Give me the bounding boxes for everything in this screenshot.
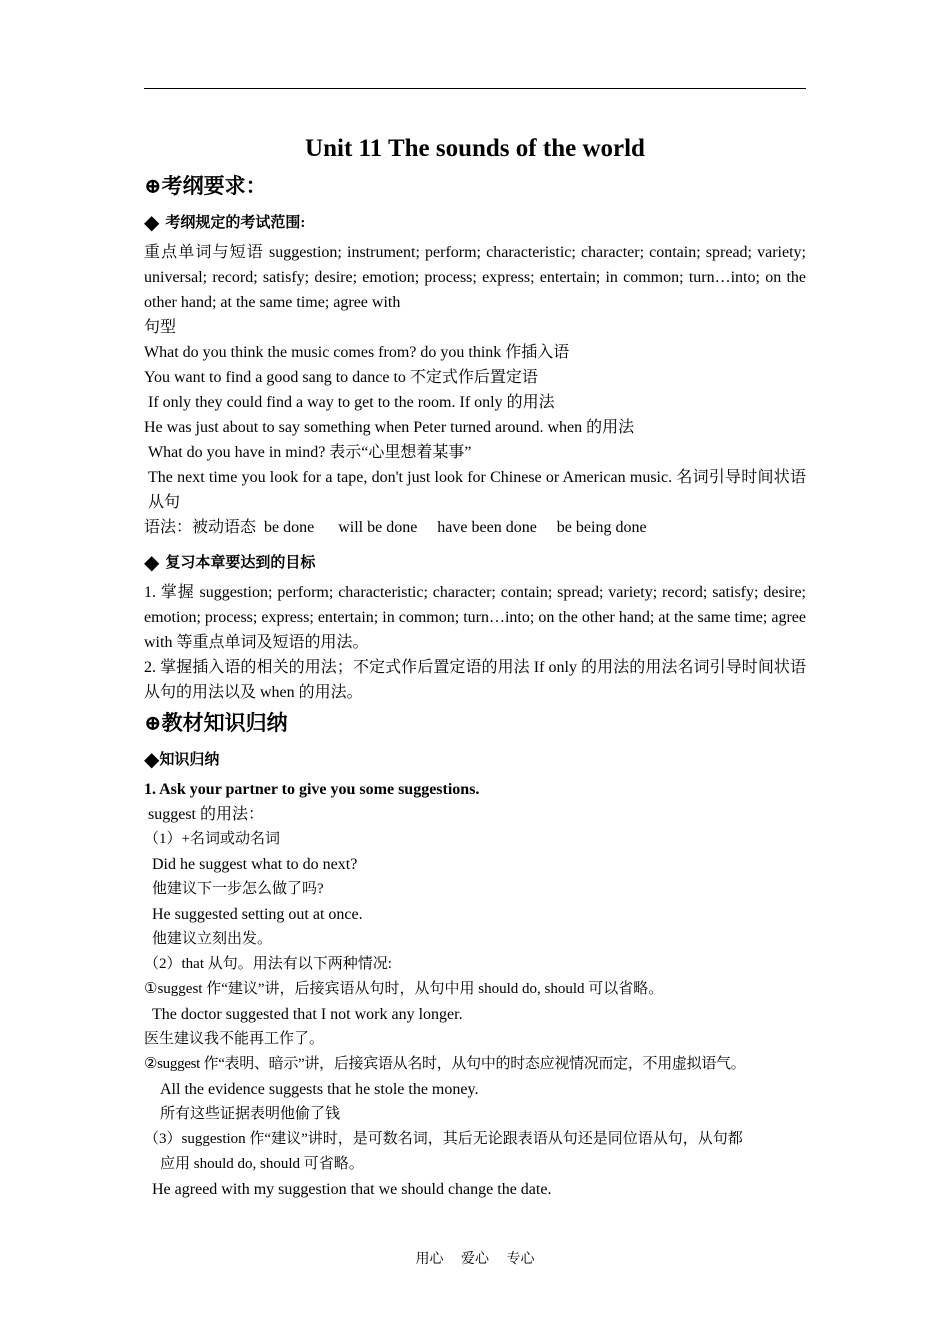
- pattern-line: What do you have in mind? 表示“心里想着某事”: [148, 444, 472, 461]
- translation-line: 所有这些证据表明他偷了钱: [160, 1106, 341, 1122]
- note-line: （1）+名词或动名词: [144, 831, 280, 847]
- note-line: （3）suggestion 作“建议”讲时，是可数名词，其后无论跟表语从句还是同位语从句，从句都: [144, 1131, 743, 1147]
- point-title: 1. Ask your partner to give you some suggestions.: [144, 781, 480, 798]
- page-footer: 用心 爱心 专心: [415, 1252, 535, 1267]
- subsection-heading-summary: [144, 749, 806, 771]
- subsection-heading-text: 复习本章要达到的目标: [165, 555, 316, 571]
- diamond-bullet-icon: ◆: [144, 749, 160, 771]
- vocab-paragraph: 重点单词与短语 suggestion; instrument; perform; characteristic; character; contain; spread; variety; universal; record; satisfy; desire; emotion; process; express; entertain; in common; turn…into; on the other hand; at the same time; agree with: [144, 244, 806, 311]
- example-line: The doctor suggested that I not work any longer.: [152, 1006, 463, 1023]
- goal-item: 1. 掌握 suggestion; perform; characteristic; character; contain; spread; variety; record; satisfy; desire; emotion; process; express; entertain; in common; turn…into; on the other hand; at the same time; agree with 等重点单词及短语的用法。: [144, 584, 806, 651]
- example-line: He agreed with my suggestion that we should change the date.: [152, 1181, 552, 1198]
- diamond-bullet-icon: ◆: [144, 552, 160, 574]
- section-heading-requirements: ⊕考纲要求：: [144, 174, 267, 198]
- subsection-heading-text: 知识归纳: [159, 752, 220, 768]
- diamond-bullet-icon: ◆: [144, 212, 160, 234]
- translation-line: 医生建议我不能再工作了。: [144, 1031, 325, 1047]
- goal-item: 2. 掌握插入语的相关的用法；不定式作后置定语的用法 If only 的用法的用法名词引导时间状语从句的用法以及 when 的用法。: [144, 659, 806, 701]
- section-heading-knowledge: ⊕教材知识归纳: [144, 711, 288, 735]
- pattern-line: If only they could find a way to get to the room. If only 的用法: [148, 394, 555, 411]
- subsection-heading-goals: [144, 552, 806, 574]
- note-line: ①suggest 作“建议”讲，后接宾语从句时，从句中用 should do, should 可以省略。: [144, 981, 664, 997]
- note-line: 应用 should do, should 可省略。: [160, 1156, 364, 1172]
- document-body: [144, 130, 806, 1202]
- pattern-line: He was just about to say something when Peter turned around. when 的用法: [144, 419, 635, 436]
- translation-line: 他建议立刻出发。: [152, 931, 273, 947]
- note-line: suggest 的用法：: [148, 806, 265, 823]
- subsection-heading-scope: [144, 212, 806, 234]
- header-rule: [144, 88, 806, 89]
- example-line: Did he suggest what to do next?: [152, 856, 358, 873]
- grammar-line: 语法：被动语态 be done will be done have been done be being done: [144, 519, 647, 536]
- subsection-heading-text: 考纲规定的考试范围:: [165, 215, 306, 231]
- page-title: Unit 11 The sounds of the world: [305, 135, 645, 162]
- note-line: （2）that 从句。用法有以下两种情况:: [144, 956, 392, 972]
- note-line: ②suggest 作“表明、暗示”讲，后接宾语从名时，从句中的时态应视情况而定，不用虚拟语气。: [144, 1056, 746, 1072]
- translation-line: 他建议下一步怎么做了吗?: [152, 881, 324, 897]
- pattern-line: You want to find a good sang to dance to 不定式作后置定语: [144, 369, 538, 386]
- patterns-label: 句型: [144, 319, 177, 336]
- example-line: All the evidence suggests that he stole the money.: [160, 1081, 479, 1098]
- pattern-line: What do you think the music comes from? do you think 作插入语: [144, 344, 570, 361]
- pattern-line: The next time you look for a tape, don't just look for Chinese or American music. 名词引导时间状语从句: [148, 469, 806, 511]
- example-line: He suggested setting out at once.: [152, 906, 363, 923]
